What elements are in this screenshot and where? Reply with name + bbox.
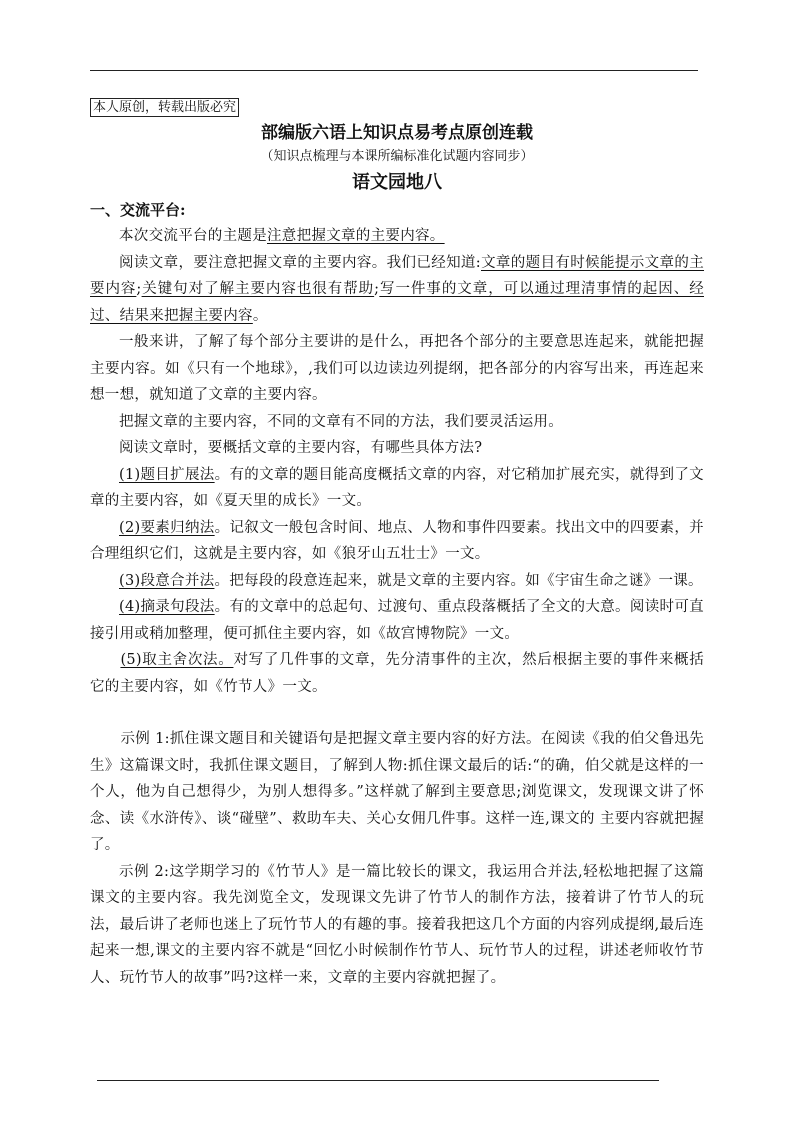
method-label: (1)题目扩展法 bbox=[119, 466, 215, 483]
text: 阅读文章，要注意把握文章的主要内容。我们已经知道: bbox=[119, 254, 481, 271]
text: 本次交流平台的主题是 bbox=[119, 228, 267, 244]
method-text: 对写了几件事的文章，先分清事件的主次，然后根据主要的事件来概括它的主要内容，如《竹节人》一文。 bbox=[90, 652, 705, 695]
paragraph-known bbox=[90, 250, 704, 330]
method-text: 。把每段的段意连起来，就是文章的主要内容。如《宇宙生命之谜》一课。 bbox=[214, 572, 703, 589]
method-item bbox=[90, 647, 704, 700]
example-1: 示例 1:抓住课文题目和关键语句是把握文章主要内容的好方法。在阅读《我的伯父鲁迅先生》这篇课文时，我抓住课文题目，了解到人物:抓住课文最后的话:“的确，伯父就是这样的一个人，他为自己想得少，为别人想得多。”这样就了解到主要意思;浏览课文，发现课文讲了怀念、读《水浒传》、谈“碰壁”、救助车夫、关心女佣几件事。这样一连,课文的 主要内容就把握了。 bbox=[90, 731, 704, 853]
method-item bbox=[90, 568, 704, 595]
underlined-text: 关键句对了解主要内容也很有帮助 bbox=[141, 281, 375, 297]
underlined-text: 写一件事的文章，可以通过理清事情的起因、经过、结果来把握主要内容 bbox=[90, 281, 704, 324]
method-text: 。记叙文一般包含时间、地点、人物和事件四要素。找出文中的四要素，并合理组织它们，这就是主要内容，如《狼牙山五壮士》一文。 bbox=[90, 519, 704, 562]
paragraph-general: 一般来讲，了解了每个部分主要讲的是什么，再把各个部分的主要意思连起来，就能把握主要内容。如《只有一个地球》，,我们可以边读边列提纲，把各部分的内容写出来，再连起来想一想，就知道了文章的主要内容。 bbox=[90, 334, 704, 403]
document-subtitle: （知识点梳理与本课所编标准化试题内容同步） bbox=[260, 149, 534, 164]
method-label: (5)取主舍次法。 bbox=[120, 652, 234, 668]
method-item bbox=[90, 515, 704, 568]
spacer bbox=[90, 700, 704, 726]
underlined-text: 文章的题目有时候能提示文章的主要内容 bbox=[90, 254, 705, 297]
copyright-stamp: 本人原创，转载出版必究 bbox=[90, 98, 239, 117]
header-rule bbox=[90, 70, 698, 71]
section-heading: 一、交流平台: bbox=[90, 201, 186, 219]
document-title: 部编版六语上知识点易考点原创连载 bbox=[261, 123, 533, 143]
method-label: (2)要素归纳法 bbox=[119, 519, 215, 536]
method-item bbox=[90, 462, 704, 515]
example-2: 示例 2:这学期学习的《竹节人》是一篇比较长的课文，我运用合并法,轻松地把握了这篇课文的主要内容。我先浏览全文，发现课文先讲了竹节人的制作方法，接着讲了竹节人的玩法，最后讲了老师也迷上了玩竹节人的有趣的事。接着我把这几个方面的内容列成提纲,最后连起来一想,课文的主要内容不就是“回忆小时候制作竹节人、玩竹节人的过程，讲述老师收竹节人、玩竹节人的故事”吗?这样一来，文章的主要内容就把握了。 bbox=[90, 863, 704, 986]
method-item bbox=[90, 594, 704, 647]
method-text: 。有的文章中的总起句、过渡句、重点段落概括了全文的大意。阅读时可直接引用或稍加整理，便可抓住主要内容，如《故宫博物院》一文。 bbox=[90, 599, 704, 642]
paragraph-question: 阅读文章时，要概括文章的主要内容，有哪些具体方法? bbox=[119, 440, 483, 456]
text: ; bbox=[136, 281, 142, 297]
method-text: 。有的文章的题目能高度概括文章的内容，对它稍加扩展充实，就得到了文章的主要内容，如《夏天里的成长》一文。 bbox=[90, 466, 704, 509]
method-label: (4)摘录句段法 bbox=[119, 599, 215, 615]
footer-rule bbox=[97, 1080, 659, 1081]
document-body bbox=[90, 96, 704, 991]
method-label: (3)段意合并法 bbox=[119, 572, 215, 589]
paragraph-theme bbox=[90, 223, 704, 250]
text: ; bbox=[374, 281, 380, 297]
lesson-title: 语文园地八 bbox=[352, 172, 442, 193]
paragraph-flexible: 把握文章的主要内容，不同的文章有不同的方法，我们要灵活运用。 bbox=[119, 413, 563, 430]
text: 。 bbox=[252, 307, 268, 324]
underlined-text: 注意把握文章的主要内容。 bbox=[267, 228, 445, 244]
